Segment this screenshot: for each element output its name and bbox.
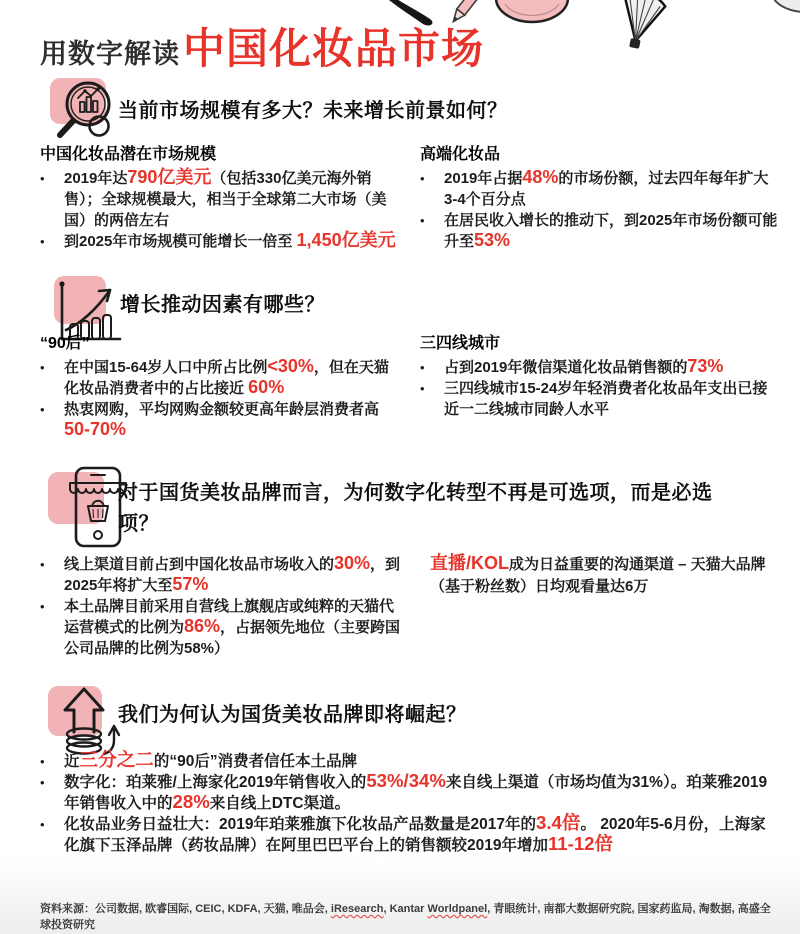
bullet-text: 占到2019年微信渠道化妆品销售额的73% bbox=[444, 356, 724, 376]
bullet-item bbox=[420, 210, 778, 252]
bullet-text: 本土品牌目前采用自营线上旗舰店或纯粹的天猫代运营模式的比例为86%，占据领先地位（主要跨国公司品牌的比例为58%） bbox=[64, 598, 401, 657]
bullet-item bbox=[40, 357, 398, 399]
section-digital-heading: 对于国货美妆品牌而言，为何数字化转型不再是可选项，而是必选项？ bbox=[118, 482, 713, 535]
bullet-dot: • bbox=[40, 234, 45, 249]
bullet-dot: • bbox=[40, 360, 45, 375]
column-subtitle: 高端化妆品 bbox=[420, 146, 501, 163]
column-subtitle: “90后” bbox=[40, 335, 90, 352]
bullet-item bbox=[420, 378, 778, 420]
bullet-text: 2019年达790亿美元（包括330亿美元海外销售）；全球规模最大，相当于全球第二大市场（美国）的两倍左右 bbox=[64, 167, 387, 229]
title-highlight: 中国化妆品市场 bbox=[183, 27, 485, 73]
powder-puff-icon bbox=[496, 0, 568, 22]
section-market-size-content bbox=[40, 141, 778, 252]
column-gen90s bbox=[40, 330, 398, 441]
bullet-text: 三四线城市15-24岁年轻消费者化妆品年支出已接近一二线城市同龄人水平 bbox=[444, 380, 768, 418]
bullet-dot: • bbox=[40, 754, 45, 769]
section-market-size-heading: 当前市场规模有多大？未来增长前景如何？ bbox=[118, 100, 508, 122]
column-china-market bbox=[40, 141, 398, 252]
livestream-paragraph: 直播/KOL成为日益重要的沟通渠道 – 天猫大品牌（基于粉丝数）日均观看量达6万 bbox=[430, 553, 766, 595]
bullet-dot: • bbox=[420, 171, 425, 186]
bullet-item bbox=[40, 554, 408, 596]
bullet-dot: • bbox=[420, 213, 425, 228]
bullet-item bbox=[40, 168, 398, 231]
bullet-list bbox=[420, 357, 778, 420]
section-rise-content bbox=[40, 751, 778, 856]
bullet-item bbox=[40, 399, 398, 441]
section-growth-drivers-heading: 增长推动因素有哪些？ bbox=[120, 294, 325, 316]
section-digital-content bbox=[40, 554, 780, 659]
column-premium-cosmetics bbox=[420, 141, 778, 252]
bullet-list bbox=[40, 357, 398, 441]
column-subtitle: 中国化妆品潜在市场规模 bbox=[40, 146, 217, 163]
section-growth-drivers-content bbox=[40, 330, 778, 441]
bullet-item bbox=[40, 231, 398, 252]
title-prefix: 用数字解读 bbox=[40, 39, 180, 69]
bullet-text: 数字化：珀莱雅/上海家化2019年销售收入的53%/34%来自线上渠道（市场均值为31%）。珀莱雅2019年销售收入中的28%来自线上DTC渠道。 bbox=[64, 770, 768, 812]
bullet-dot: • bbox=[40, 775, 45, 790]
bullet-text: 在居民收入增长的推动下，到2025年市场份额可能升至53% bbox=[444, 212, 778, 250]
bullet-dot: • bbox=[40, 402, 45, 417]
column-livestream-kol bbox=[430, 554, 780, 659]
magnifier-chart-icon bbox=[48, 76, 124, 144]
mirror-edge-icon bbox=[772, 0, 800, 12]
column-subtitle: 三四线城市 bbox=[420, 335, 501, 352]
bullet-dot: • bbox=[40, 171, 45, 186]
bullet-item bbox=[40, 751, 778, 772]
bullet-item bbox=[40, 814, 778, 856]
bullet-text: 在中国15-64岁人口中所占比例<30%，但在天猫化妆品消费者中的占比接近 60% bbox=[64, 356, 389, 397]
bullet-item bbox=[420, 357, 778, 378]
sources-line: 资料来源：公司数据, 欧睿国际, CEIC, KDFA, 天猫, 唯品会, iResearch, Kantar Worldpanel, 青眼统计, 南都大数据研究院, 国家药监局, 淘数据, 高盛全球投资研究 bbox=[40, 903, 771, 931]
bullet-text: 到2025年市场规模可能增长一倍至 1,450亿美元 bbox=[64, 230, 396, 250]
bullet-text: 2019年占据48%的市场份额，过去四年每年扩大3-4个百分点 bbox=[444, 167, 769, 208]
bullet-dot: • bbox=[420, 360, 425, 375]
page-title bbox=[40, 16, 484, 76]
column-online-channels bbox=[40, 554, 408, 659]
bullet-list bbox=[40, 168, 398, 252]
bullet-item bbox=[420, 168, 778, 210]
footer bbox=[0, 858, 800, 934]
bullet-text: 近三分之二的“90后”消费者信任本土品牌 bbox=[64, 749, 358, 770]
bullet-text: 热衷网购，平均网购金额较更高年龄层消费者高50-70% bbox=[64, 401, 380, 439]
bullet-text: 线上渠道目前占到中国化妆品市场收入的30%，到2025年将扩大至57% bbox=[64, 553, 401, 594]
bullet-text: 化妆品业务日益壮大：2019年珀莱雅旗下化妆品产品数量是2017年的3.4倍。 2020年5-6月份，上海家化旗下玉泽品牌（药妆品牌）在阿里巴巴平台上的销售额较2019年增加11-12倍 bbox=[64, 812, 766, 854]
fan-brush-icon bbox=[614, 0, 667, 52]
bullet-item bbox=[40, 772, 778, 814]
bullet-list bbox=[40, 554, 408, 659]
bullet-dot: • bbox=[420, 381, 425, 396]
bullet-dot: • bbox=[40, 557, 45, 572]
bullet-dot: • bbox=[40, 817, 45, 832]
bullet-item bbox=[40, 596, 408, 659]
section-rise-heading: 我们为何认为国货美妆品牌即将崛起？ bbox=[118, 704, 467, 726]
bullet-list bbox=[420, 168, 778, 252]
bullet-dot: • bbox=[40, 599, 45, 614]
column-lower-tier-cities bbox=[420, 330, 778, 441]
